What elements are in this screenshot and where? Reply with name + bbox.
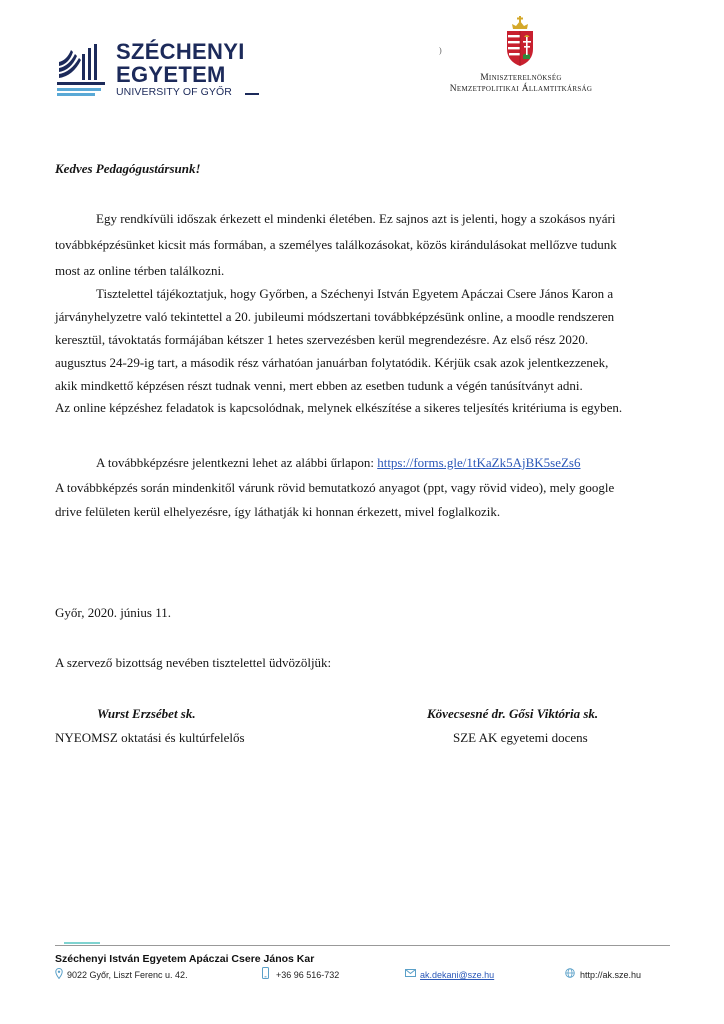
logo-wordmark-line2: EGYETEM bbox=[116, 62, 226, 87]
envelope-icon bbox=[405, 969, 416, 977]
logo-dash bbox=[245, 93, 259, 95]
signature-title-2: SZE AK egyetemi docens bbox=[453, 730, 588, 745]
registration-line bbox=[96, 453, 581, 473]
small-mark: ) bbox=[439, 46, 442, 55]
paragraph-line: akik mindkettő képzésen részt tudnak venni, mert ebben az esetben tudunk a végén tanúsítványt adni. bbox=[55, 378, 583, 393]
registration-text: A továbbképzésre jelentkezni lehet az alábbi űrlapon: bbox=[96, 455, 378, 470]
signature-name-1: Wurst Erzsébet sk. bbox=[97, 706, 196, 721]
phone-icon bbox=[262, 967, 269, 979]
logo-wordmark-line1: SZÉCHENYI bbox=[116, 39, 245, 64]
signature-name-2: Kövecsesné dr. Gősi Viktória sk. bbox=[427, 706, 599, 721]
ministry-department: Nemzetpolitikai Államtitkárság bbox=[449, 84, 593, 94]
footer-email-link[interactable]: ak.dekani@sze.hu bbox=[420, 970, 495, 980]
letter-date: Győr, 2020. június 11. bbox=[55, 605, 171, 620]
greeting: Kedves Pedagógustársunk! bbox=[55, 161, 201, 176]
footer-website-link[interactable]: http://ak.sze.hu bbox=[580, 970, 642, 980]
footer-institution: Széchenyi István Egyetem Apáczai Csere János Kar bbox=[55, 953, 315, 965]
location-pin-icon bbox=[55, 968, 63, 979]
closing-line: A szervező bizottság nevében tisztelettel üdvözöljük: bbox=[55, 655, 332, 670]
ministry-name: Miniszterelnökség bbox=[480, 73, 562, 83]
registration-form-link[interactable]: https://forms.gle/1tKaZk5AjBK5seZs6 bbox=[377, 455, 581, 470]
hungarian-coat-of-arms-icon bbox=[503, 15, 537, 67]
paragraph-line: Az online képzéshez feladatok is kapcsolódnak, melynek elkészítése a sikeres teljesítés kritériuma is egyben. bbox=[55, 400, 623, 415]
signature-title-1: NYEOMSZ oktatási és kultúrfelelős bbox=[55, 730, 245, 745]
paragraph-line: járványhelyzetre való tekintettel a 20. jubileumi módszertani továbbképzésünk online, a moodle rendszeren bbox=[55, 309, 615, 324]
paragraph-line: A továbbképzés során mindenkitől várunk rövid bemutatkozó anyagot (ppt, vagy rövid video), mely google bbox=[55, 480, 615, 495]
footer-phone: +36 96 516-732 bbox=[276, 970, 340, 980]
globe-icon bbox=[565, 968, 575, 978]
paragraph-line: Tisztelettel tájékoztatjuk, hogy Győrben, a Széchenyi István Egyetem Apáczai Csere János Karon a bbox=[96, 286, 614, 301]
logo-wordmark-subtitle: UNIVERSITY OF GYŐR bbox=[116, 86, 232, 98]
footer-divider bbox=[55, 945, 670, 946]
paragraph-line: Egy rendkívüli időszak érkezett el mindenki életében. Ez sajnos azt is jelenti, hogy a szokásos nyári bbox=[96, 211, 616, 226]
szechenyi-logo-icon bbox=[57, 44, 107, 96]
paragraph-line: továbbképzésünket kicsit más formában, a személyes találkozásokat, közös kirándulásokat mellőzve tudunk bbox=[55, 237, 617, 252]
paragraph-line: keresztül, távoktatás formájában kétszer 1 hetes szervezésben kerül megrendezésre. Az első rész 2020. bbox=[55, 332, 589, 347]
paragraph-line: drive felületen kerül elhelyezésre, így láthatják ki honnan érkezett, mivel foglalkozik. bbox=[55, 504, 501, 519]
footer-address: 9022 Győr, Liszt Ferenc u. 42. bbox=[67, 970, 188, 980]
paragraph-line: augusztus 24-29-ig tart, a második rész várhatóan januárban folytatódik. Kérjük csak azok jelentkezzenek, bbox=[55, 355, 609, 370]
paragraph-line: most az online térben találkozni. bbox=[55, 263, 225, 278]
footer-accent-line bbox=[64, 942, 100, 944]
